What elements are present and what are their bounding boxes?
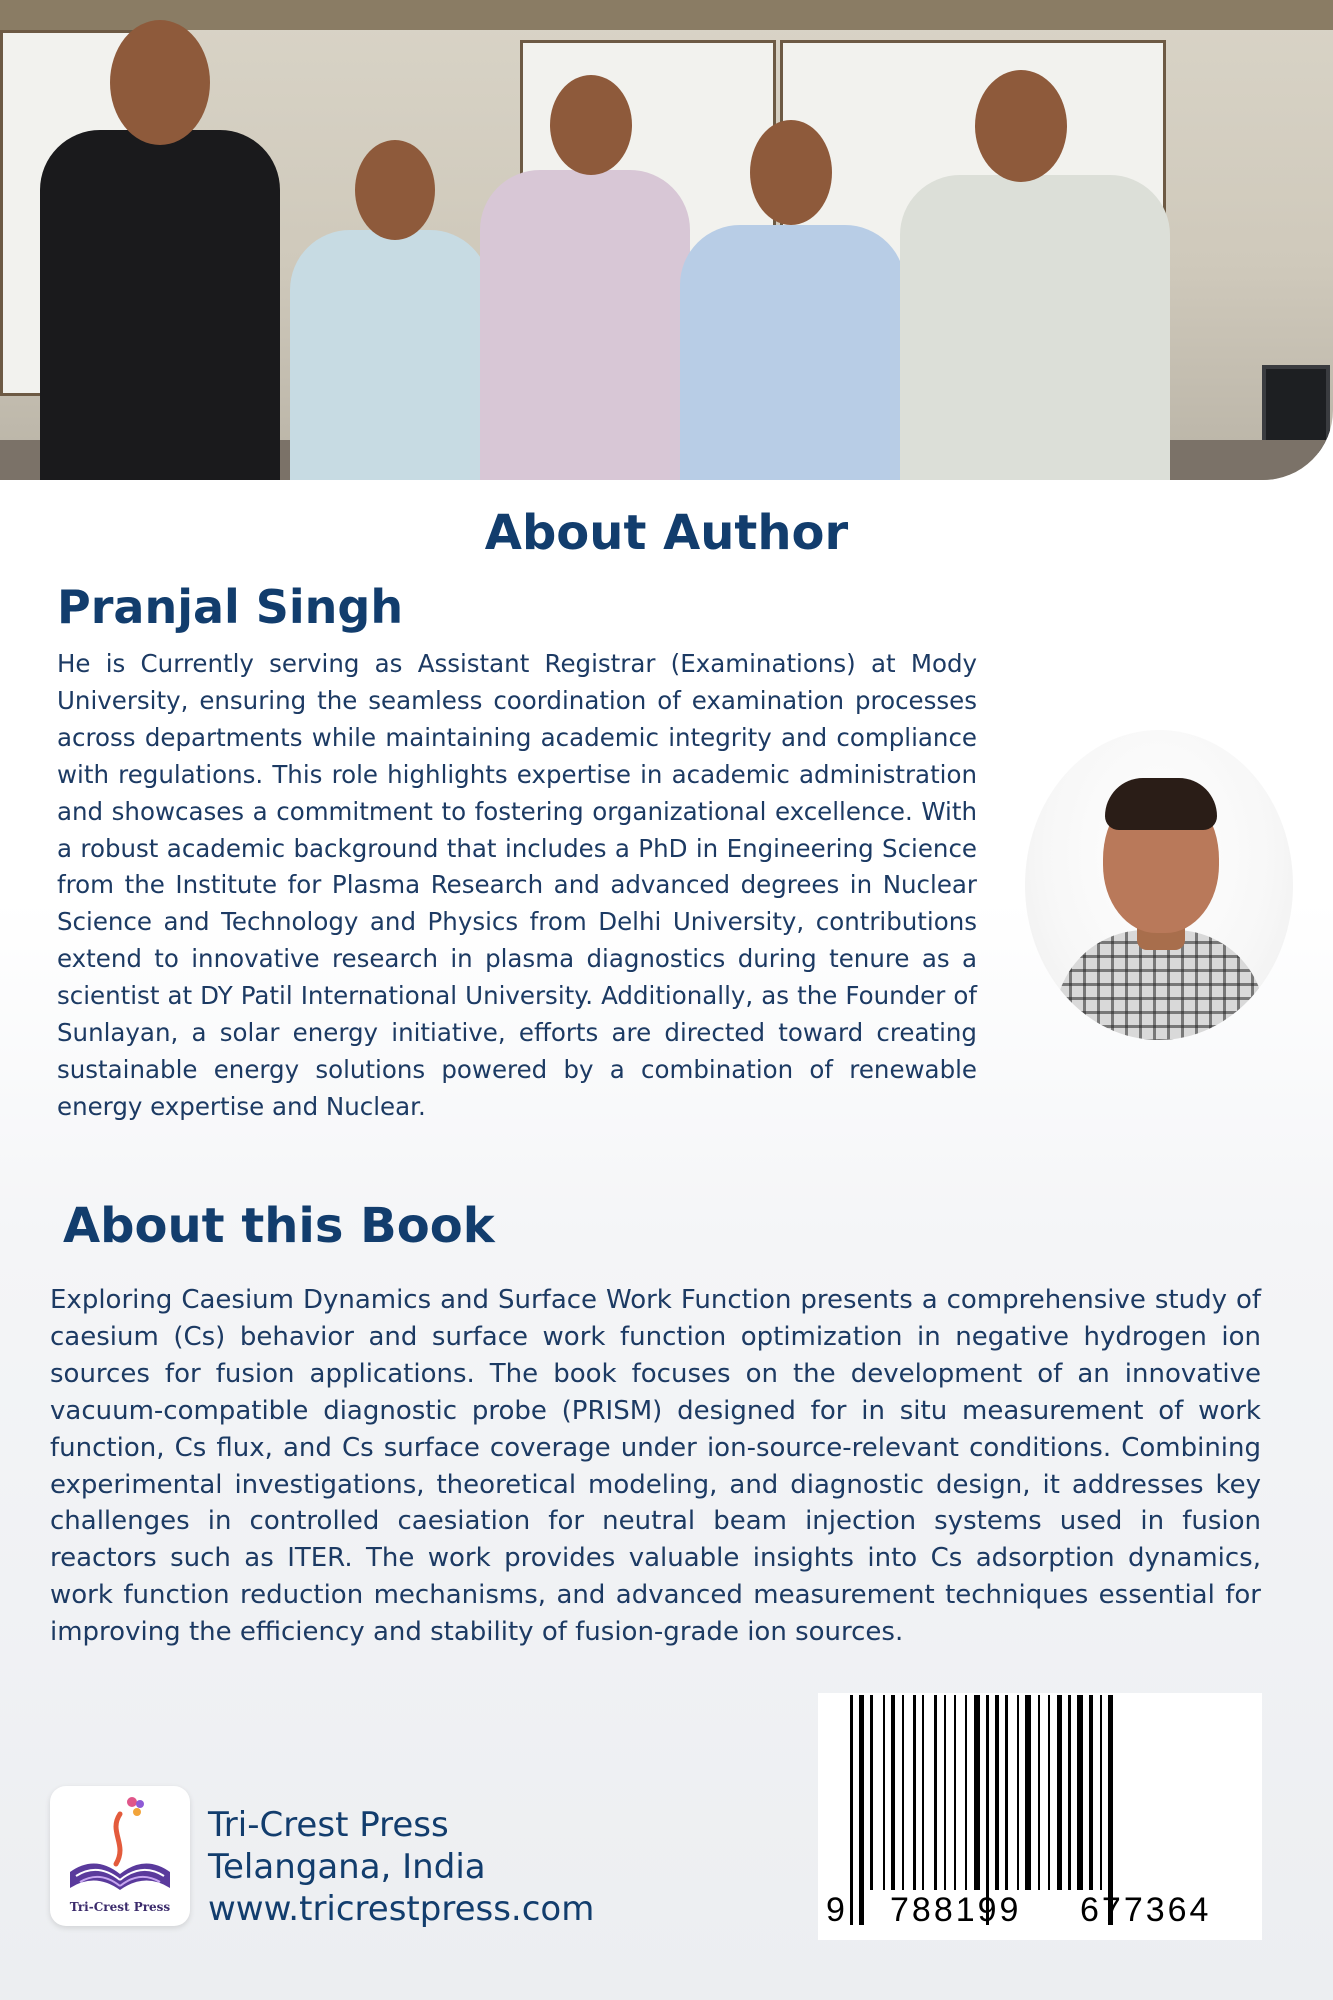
barcode-bar [974,1695,980,1890]
photo-person-5-head [975,70,1067,182]
photo-person-5 [900,175,1170,480]
isbn-barcode [818,1693,1262,1940]
about-book-heading: About this Book [63,1198,495,1254]
barcode-bar [870,1695,873,1890]
barcode-bar [1089,1695,1093,1890]
isbn-digits [818,1891,1262,1931]
isbn-group-1: 788199 [890,1891,1022,1929]
about-author-heading: About Author [484,505,849,561]
isbn-first-digit: 9 [826,1891,845,1929]
barcode-bar [1005,1695,1008,1890]
barcode-bar [1068,1695,1071,1890]
barcode-bar [944,1695,946,1890]
barcode-bar [1017,1695,1019,1890]
barcode-bar [902,1695,904,1890]
photo-person-4-head [750,120,832,225]
photo-person-2-head [355,140,435,240]
barcode-bar [954,1695,956,1890]
publisher-name: Tri-Crest Press [208,1805,449,1845]
book-description: Exploring Caesium Dynamics and Surface Work Function presents a comprehensive study of caesium (Cs) behavior and surface work function optimization in negative hydrogen ion sources for fusion applications. The book focuses on the development of an innovative vacuum-compatible diagnostic probe (PRISM) designed for in situ measurement of work function, Cs flux, and Cs surface coverage under ion-source-relevant conditions. Combining experimental investigations, theoretical modeling, and diagnostic design, it addresses key challenges in controlled caesiation for neutral beam injection systems used in fusion reactors such as ITER. The work provides valuable insights into Cs adsorption dynamics, work function reduction mechanisms, and advanced measurement techniques essential for improving the efficiency and stability of fusion-grade ion sources. [50,1285,1261,1648]
barcode-bar [965,1695,967,1890]
barcode-bar [922,1695,924,1890]
photo-person-1 [40,130,280,480]
barcode-bar [995,1695,999,1890]
open-book-icon [60,1792,180,1900]
isbn-group-2: 677364 [1080,1891,1212,1929]
barcode-bar [1025,1695,1031,1890]
barcode-bar [1038,1695,1040,1890]
barcode-bar [891,1695,895,1890]
photo-person-2 [290,230,490,480]
publisher-logo-text: Tri-Crest Press [69,1900,171,1914]
photo-ceiling [0,0,1333,30]
photo-person-3-head [550,75,632,175]
author-bio: He is Currently serving as Assistant Registrar (Examinations) at Mody University, ensuring the seamless coordination of examination processes across departments while maintaining academic integrity and compliance with regulations. This role highlights expertise in academic administration and showcases a commitment to fostering organizational excellence. With a robust academic background that includes a PhD in Engineering Science from the Institute for Plasma Research and advanced degrees in Nuclear Science and Technology and Physics from Delhi University, contributions extend to innovative research in plasma diagnostics during tenure as a scientist at DY Patil International University. Additionally, as the Founder of Sunlayan, a solar energy initiative, efforts are directed toward creating sustainable energy solutions powered by a combination of renewable energy expertise and Nuclear. [57,649,977,1121]
group-photo [0,0,1333,480]
barcode-bar [1100,1695,1102,1890]
barcode-bar [883,1695,885,1890]
photo-person-4 [680,225,905,480]
barcode-bar [934,1695,937,1890]
barcode-bar [1057,1695,1062,1890]
publisher-logo [50,1786,190,1926]
barcode-bar [1077,1695,1083,1890]
photo-person-3 [480,170,690,480]
publisher-website[interactable]: www.tricrestpress.com [208,1889,595,1929]
barcode-bar [913,1695,916,1890]
author-name: Pranjal Singh [57,580,404,634]
author-portrait [1025,730,1293,1040]
photo-person-1-head [110,20,210,145]
portrait-hair [1105,778,1217,830]
publisher-location: Telangana, India [208,1847,486,1887]
barcode-bar [1048,1695,1050,1890]
